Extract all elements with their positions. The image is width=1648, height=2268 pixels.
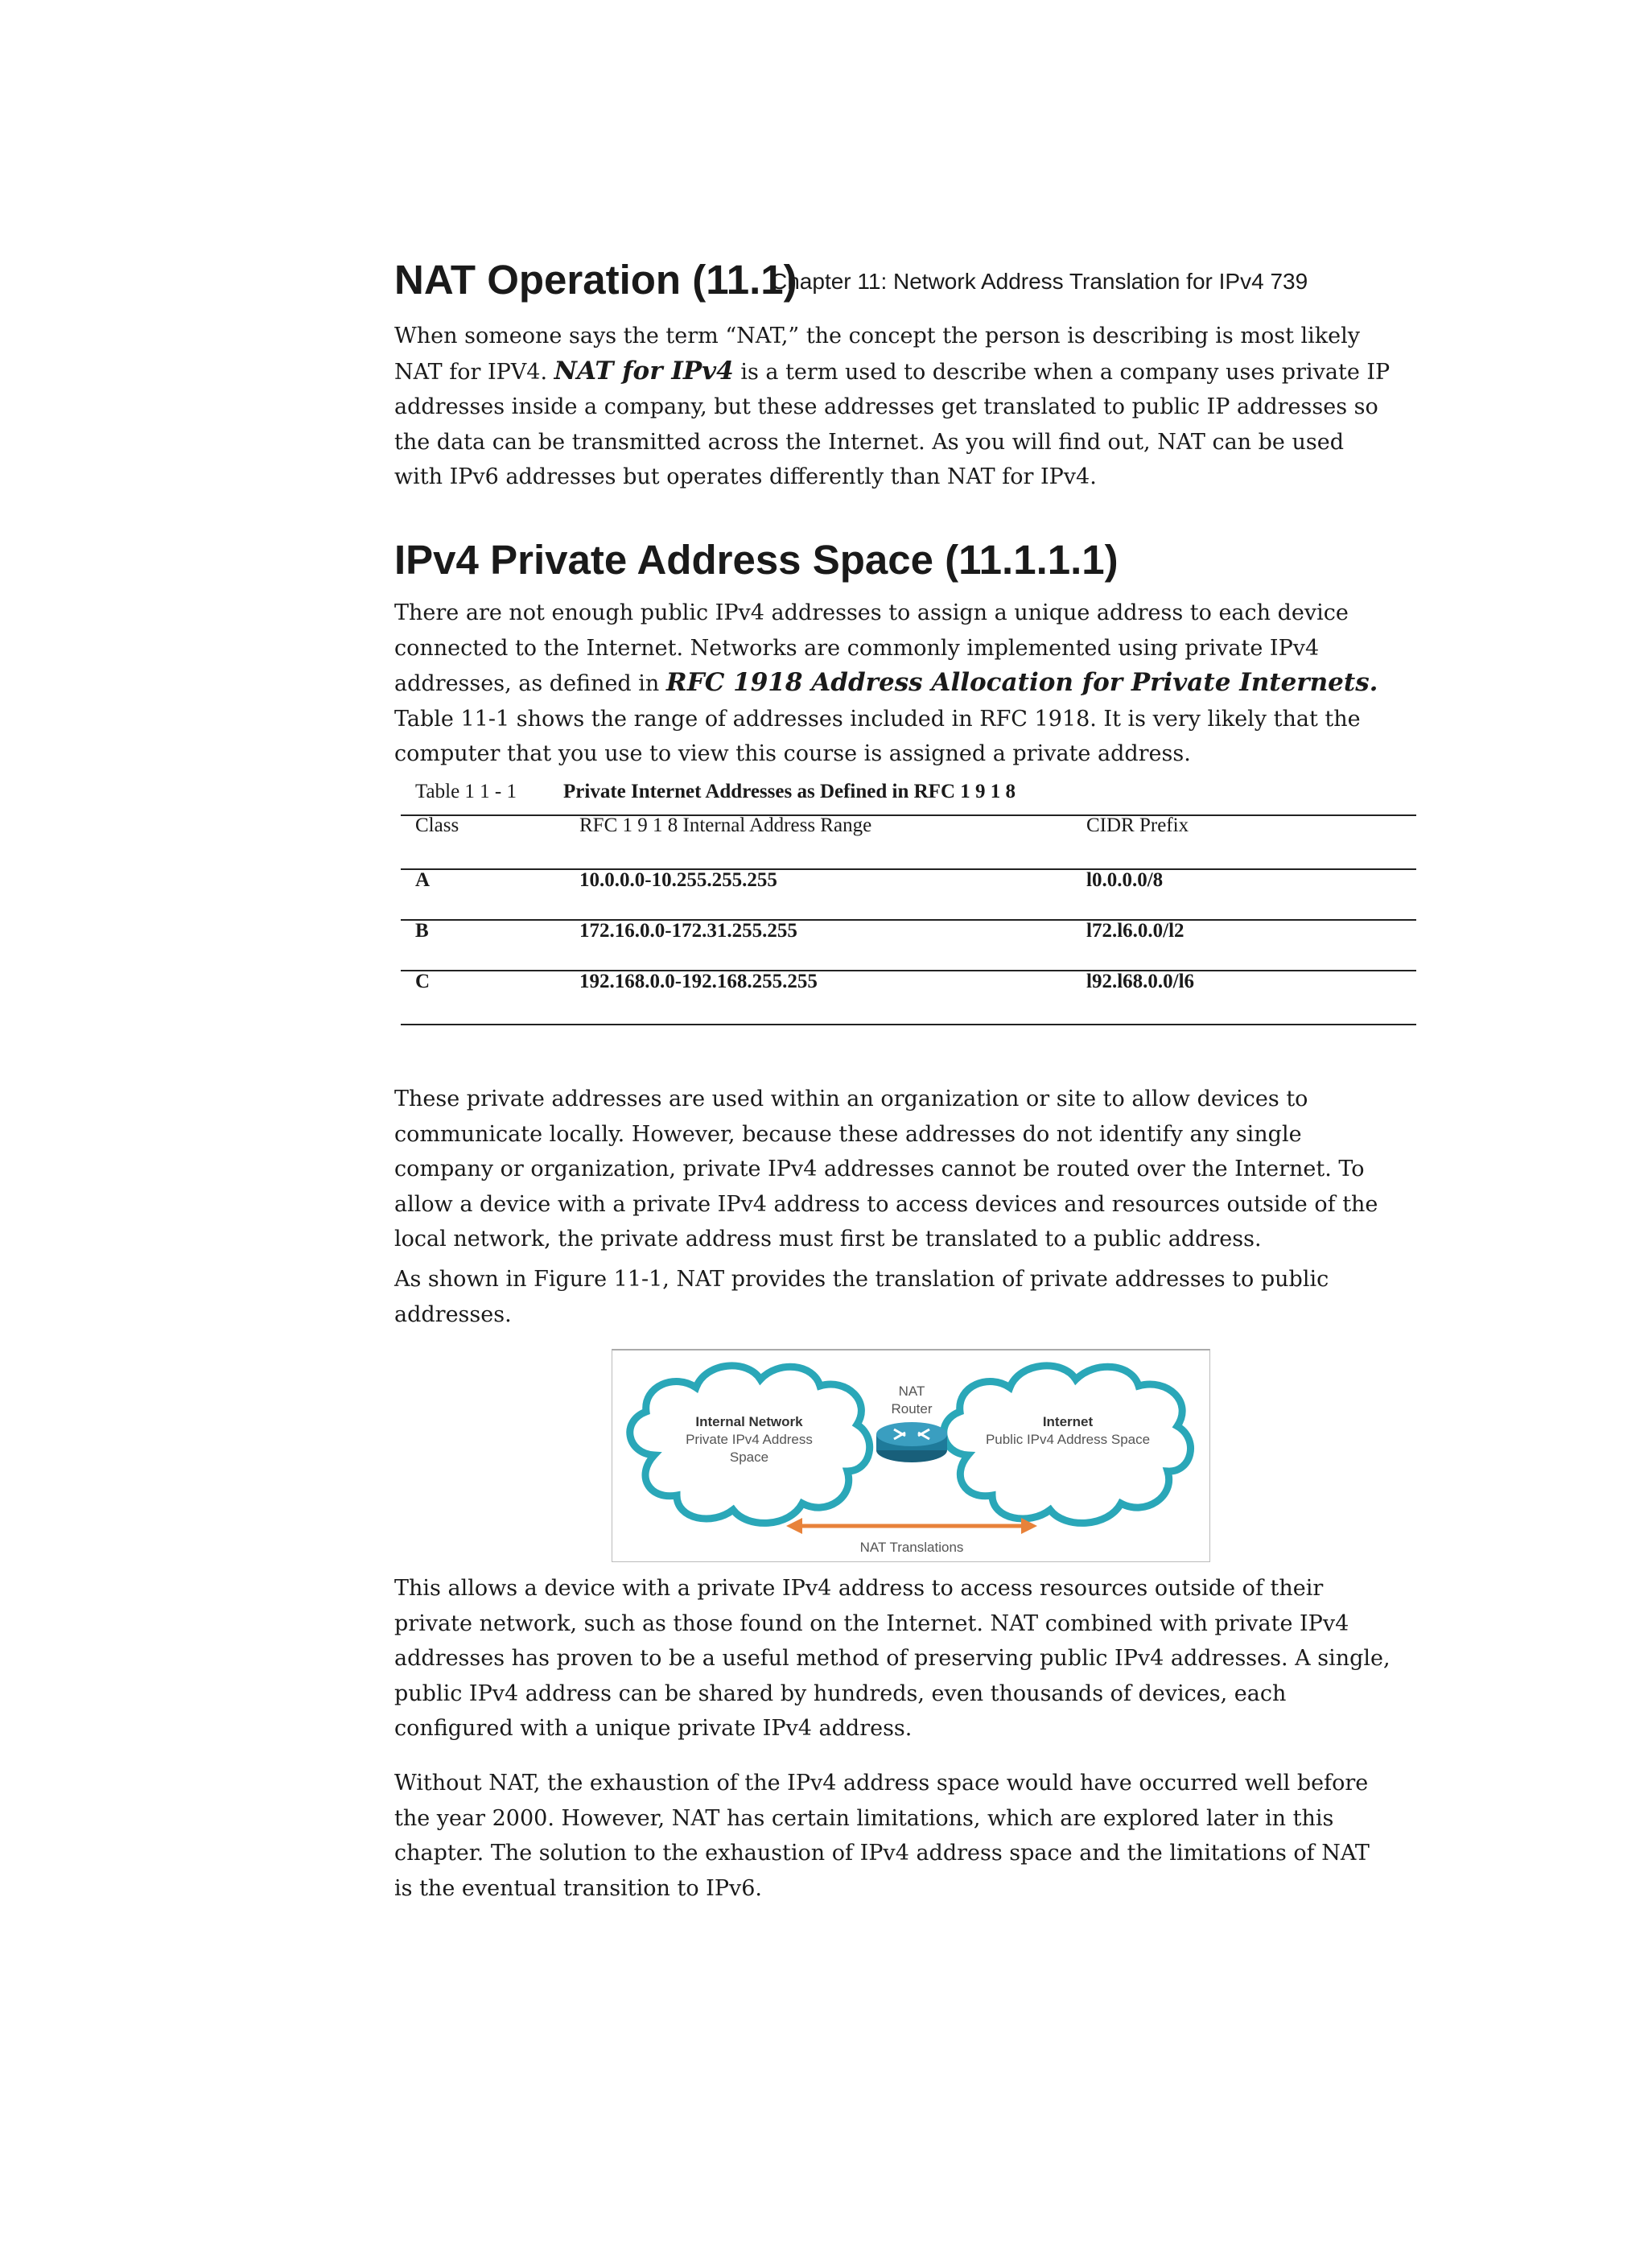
table-cell-cidr-b: l72.l6.0.0/l2	[1086, 920, 1184, 942]
para1-text-pre: When someone says the term “NAT,” the concept the person is describing is most likely NAT for IPV4.	[394, 324, 1360, 385]
page-header	[394, 256, 1440, 312]
router-label-line-1: NAT	[898, 1383, 925, 1399]
running-head: Chapter 11: Network Address Translation for IPv4 739	[771, 269, 1308, 294]
arrow-label: NAT Translations	[859, 1540, 964, 1555]
left-cloud-line-2: Private IPv4 Address	[686, 1432, 813, 1447]
table-cell-range-c: 192.168.0.0-192.168.255.255	[579, 971, 818, 992]
paragraph-nat-intro	[394, 319, 1392, 495]
para2-text-pre: There are not enough public IPv4 addresses to assign a unique address to each device connected to the Internet. Networks are commonly implemented using private IPv4 addresses, as defined in	[394, 600, 1349, 697]
table-bottom-rule	[401, 1024, 1416, 1025]
router-top	[876, 1422, 947, 1446]
heading-private-address-space: IPv4 Private Address Space (11.1.1.1)	[394, 537, 1119, 583]
left-cloud-line-3: Space	[729, 1449, 769, 1465]
right-cloud-line-1: Internet	[1042, 1414, 1094, 1429]
table-row-rule	[401, 919, 1416, 921]
table-cell-class-c: C	[415, 971, 431, 992]
table-label: Table 1 1 - 1	[415, 781, 517, 802]
para2-text-post: Table 11-1 shows the range of addresses included in RFC 1918. It is very likely that the computer that you use to view this course is assigned a private address.	[394, 706, 1361, 767]
nat-diagram-svg	[612, 1350, 1209, 1561]
table-cell-cidr-c: l92.l68.0.0/l6	[1086, 971, 1195, 992]
paragraph-nat-benefit: This allows a device with a private IPv4 address to access resources outside of their private network, such as those found on the Internet. NAT combined with private IPv4 addresses has proven to be a useful method of preserving public IPv4 addresses. A single, public IPv4 address can be shared by hundreds, even thousands of devices, each configured with a unique private IPv4 address.	[394, 1576, 1390, 1742]
table-title: Private Internet Addresses as Defined in RFC 1 9 1 8	[563, 781, 1016, 802]
table-cell-class-a: A	[415, 869, 431, 891]
heading-nat-operation: NAT Operation (11.1)	[394, 257, 797, 303]
paragraph-nat-limitations: Without NAT, the exhaustion of the IPv4 address space would have occurred well before the year 2000. However, NAT has certain limitations, which are explored later in this chapter. The solution to the exhaustion of IPv4 address space and the limitations of NAT is the eventual transition to IPv6.	[394, 1771, 1370, 1901]
router-label-line-2: Router	[891, 1401, 933, 1416]
table-rfc1918	[401, 781, 1416, 1026]
table-cell-range-a: 10.0.0.0-10.255.255.255	[579, 869, 777, 891]
paragraph-private-space	[394, 596, 1392, 772]
translation-arrow	[786, 1518, 1037, 1534]
router-icon	[876, 1422, 947, 1462]
left-cloud-line-1: Internal Network	[695, 1414, 803, 1429]
para2-rfc-title: RFC 1918 Address Allocation for Private Internets.	[665, 668, 1378, 698]
table-cell-cidr-a: l0.0.0.0/8	[1086, 869, 1164, 891]
table-header-range: RFC 1 9 1 8 Internal Address Range	[579, 814, 872, 836]
figure-nat-diagram	[612, 1349, 1210, 1562]
table-header-class: Class	[415, 814, 459, 836]
table-cell-class-b: B	[415, 920, 429, 942]
table-caption	[415, 781, 1016, 803]
right-cloud-line-2: Public IPv4 Address Space	[985, 1432, 1151, 1447]
para1-text-post: is a term used to describe when a company uses private IP addresses inside a company, but these addresses get translated to public IP addresses so the data can be transmitted across the Internet. As you will find out, NAT can be used with IPv6 addresses but operates differently than NAT for IPv4.	[394, 359, 1390, 490]
table-header-cidr: CIDR Prefix	[1086, 814, 1189, 836]
table-header-rule	[401, 868, 1416, 870]
table-row-rule	[401, 970, 1416, 971]
table-cell-range-b: 172.16.0.0-172.31.255.255	[579, 920, 797, 942]
para1-term: NAT for IPv4	[554, 356, 734, 386]
table-top-rule	[401, 814, 1416, 816]
paragraph-private-usage: These private addresses are used within an organization or site to allow devices to communicate locally. However, because these addresses do not identify any single company or organization, private IPv4 addresses cannot be routed over the Internet. To allow a device with a private IPv4 address to access devices and resources outside of the local network, the private address must first be translated to a public address.	[394, 1087, 1378, 1252]
paragraph-figure-intro: As shown in Figure 11-1, NAT provides the translation of private addresses to public addresses.	[394, 1267, 1329, 1327]
